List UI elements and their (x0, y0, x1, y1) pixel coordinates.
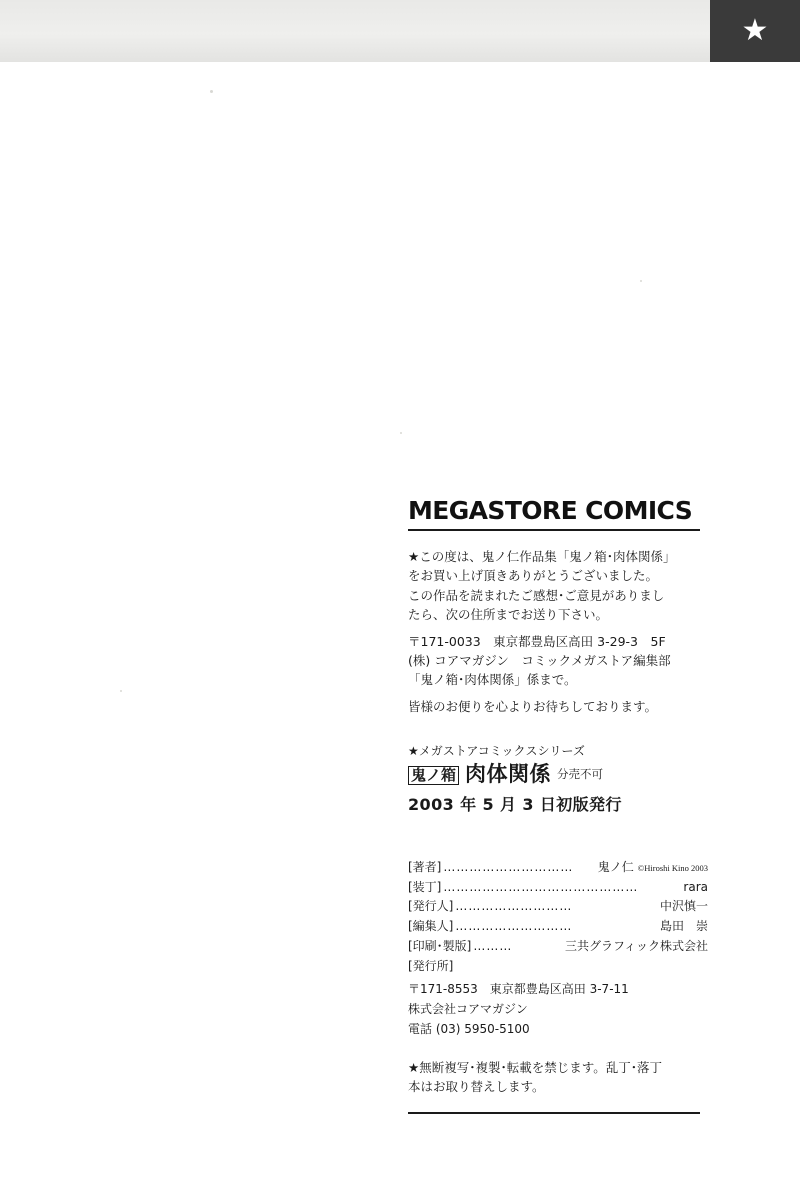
thanks-line: ★この度は、鬼ノ仁作品集「鬼ノ箱･肉体関係」 (408, 549, 676, 564)
star-icon: ★ (741, 14, 769, 47)
reader-address-line: 「鬼ノ箱･肉体関係」係まで。 (408, 672, 577, 688)
copyright-notice: ©Hiroshi Kino 2003 (637, 862, 708, 873)
staff-value: 鬼ノ仁 (597, 859, 634, 874)
series-block (408, 742, 708, 818)
paper-speckle (640, 280, 642, 282)
staff-value: rara (683, 879, 708, 894)
top-banner-strip (0, 0, 800, 62)
publisher-address-line: 〒171-8553 東京都豊島区高田 3-7-11 (408, 981, 629, 996)
staff-row (408, 937, 708, 957)
staff-label: [編集人] (408, 919, 454, 934)
publisher-address-line: 株式会社コアマガジン (408, 1001, 528, 1016)
publication-date: 2003 年 5 月 3 日初版発行 (408, 795, 622, 815)
reader-address-line: (株) コアマガジン コミックメガストア編集部 (408, 652, 671, 668)
title-note: 分売不可 (557, 766, 604, 781)
notice-line: ★無断複写･複製･転載を禁じます。乱丁･落丁 (408, 1059, 662, 1075)
staff-label: [発行所] (408, 958, 454, 973)
leader-dots: ……………………………………… (443, 879, 639, 894)
closing-line: 皆様のお便りを心よりお待ちしております。 (408, 698, 658, 714)
staff-row (408, 897, 708, 917)
leader-dots: ……………………… (455, 919, 573, 934)
staff-label: [著者] (408, 859, 442, 874)
thanks-line: この作品を読まれたご感想･ご意見がありまし (408, 587, 665, 603)
banner-gradient (0, 0, 800, 62)
title-prefix-boxed: 鬼ノ箱 (408, 766, 459, 785)
title-row (408, 764, 708, 785)
paper-speckle (210, 90, 213, 93)
paper-speckle (120, 690, 122, 692)
colophon-block (408, 498, 708, 1114)
thanks-line: たら、次の住所までお送り下さい。 (408, 607, 609, 623)
publisher-address (408, 979, 708, 1040)
staff-label: [装丁] (408, 879, 442, 894)
staff-label: [発行人] (408, 899, 454, 914)
staff-credits (408, 858, 708, 1040)
publisher-phone: 電話 (03) 5950-5100 (408, 1022, 530, 1037)
reader-address-line: 〒171-0033 東京都豊島区高田 3-29-3 5F (408, 633, 666, 649)
staff-label: [印刷･製版] (408, 938, 472, 953)
staff-row (408, 878, 708, 898)
copyright-notice-block (408, 1058, 708, 1097)
paper-speckle (400, 432, 402, 434)
imprint-divider (408, 529, 700, 531)
staff-row (408, 858, 708, 878)
notice-line: 本はお取り替えします。 (408, 1079, 545, 1095)
thanks-message (408, 547, 708, 716)
staff-value: 三共グラフィック株式会社 (564, 938, 708, 953)
staff-value: 島田 崇 (659, 919, 708, 934)
series-label: ★メガストアコミックスシリーズ (408, 744, 585, 758)
leader-dots: ………………………… (443, 859, 574, 874)
imprint-title: MEGASTORE COMICS (408, 496, 693, 525)
staff-value: 中沢慎一 (659, 899, 708, 914)
thanks-line: をお買い上げ頂きありがとうございました。 (408, 568, 659, 584)
book-title: 肉体関係 (465, 762, 552, 787)
leader-dots: ……… (473, 938, 513, 953)
bottom-divider (408, 1112, 700, 1114)
star-badge (710, 0, 800, 62)
staff-row (408, 917, 708, 937)
staff-row (408, 957, 708, 977)
leader-dots: ……………………… (455, 899, 573, 914)
